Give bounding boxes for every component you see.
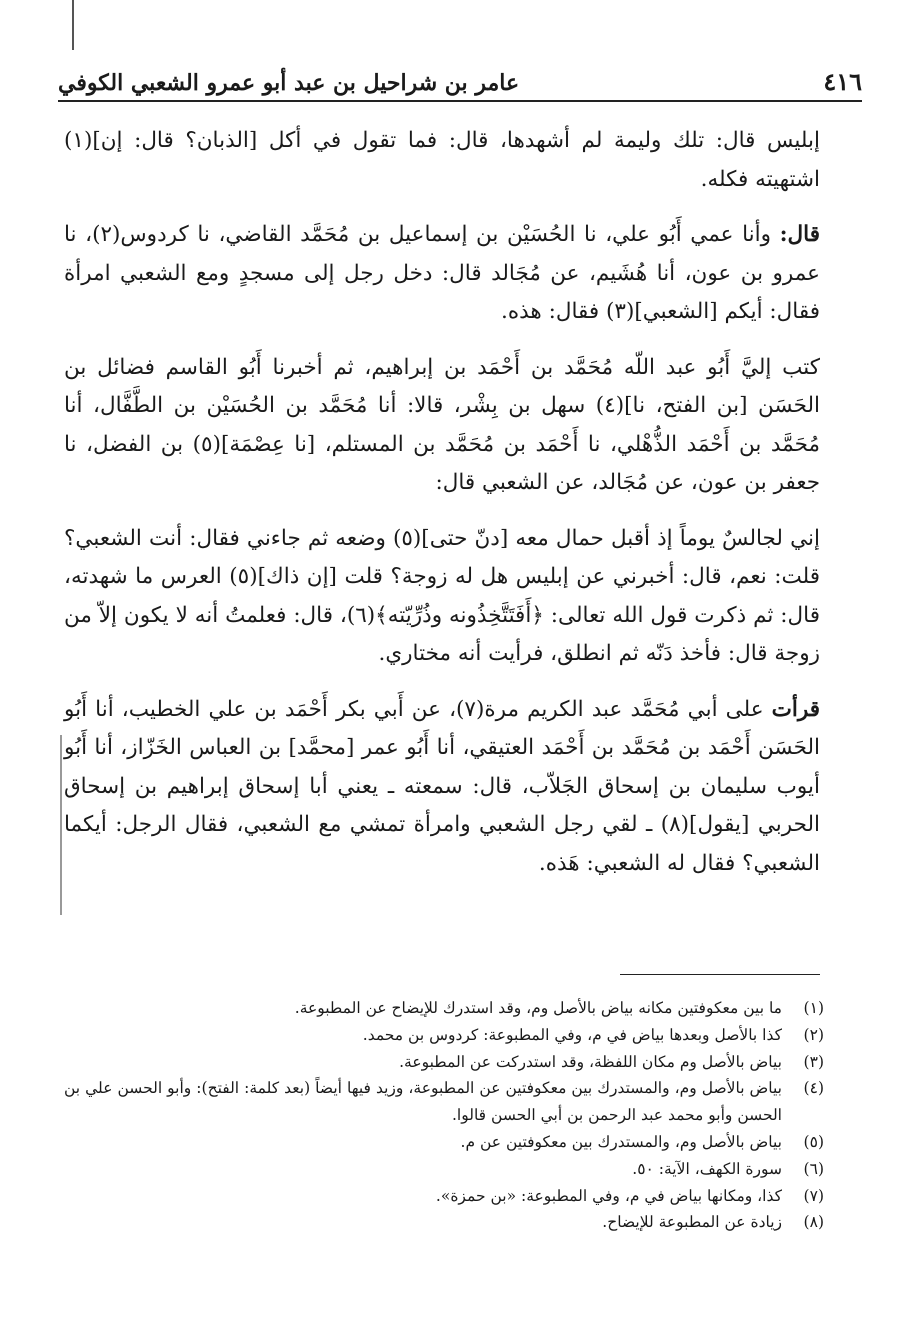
paragraph-text: على أبي مُحَمَّد عبد الكريم مرة(٧)، عن أَبي بكر أَحْمَد بن علي الخطيب، أنا أَبُو الحَسَن أَحْمَد بن مُحَمَّد بن أَحْمَد العتيقي، أنا أَبُو عمر [محمَّد] بن العباس الخَزّاز، أنا أَبُو أيوب سليمان بن إسحاق الجَلاّب، قال: سمعته ـ يعني أبا إسحاق إبراهيم بن إسحاق الحربي [يقول](٨) ـ لقي رجل الشعبي وامرأة تمشي مع الشعبي، فقال الرجل: أيكما الشعبي؟ فقال له الشعبي: هَذه. [64,696,820,876]
scan-edge-mark [72,0,74,50]
footnote [64,1049,824,1076]
footnote-number: (٥) [803,1132,824,1151]
footnote-number: (٢) [803,1025,824,1044]
page-number: ٤١٦ [823,67,862,96]
footnote-text: كذا، ومكانها بياض في م، وفي المطبوعة: «بن حمزة». [435,1186,782,1205]
footnote [64,1075,824,1129]
footnote-text: زيادة عن المطبوعة للإيضاح. [602,1213,782,1232]
scan-edge-mark-lower [60,735,62,915]
footnote-number: (٧) [803,1186,824,1205]
paragraph [64,691,820,884]
paragraph-text: إني لجالسٌ يوماً إذ أقبل حمال معه [دنّ حتى](٥) وضعه ثم جاءني فقال: أنت الشعبي؟ قلت: نعم، قال: أخبرني عن إبليس هل له زوجة؟ قلت [إن ذاك](٥) العرس ما شهدته، قال: ثم ذكرت قول الله تعالى: ﴿أَفَتَتَّخِذُونه وذُرِّيّته﴾(٦)، قال: فعلمتُ أنه لا يكون إلاّ من زوجة قال: فأخذ دَنّه ثم انطلق، فرأيت أنه مختاري. [64,525,821,666]
footnote-number: (٣) [803,1052,824,1071]
footnote [64,1022,824,1049]
footnote-text: بياض بالأصل وم، والمستدرك بين معكوفتين عن م. [460,1132,782,1151]
paragraph [64,122,820,199]
running-title: عامر بن شراحيل بن عبد أبو عمرو الشعبي الكوفي [58,70,520,96]
paragraph [64,349,820,503]
paragraph-lead: قال: [779,222,820,247]
paragraph [64,216,820,332]
footnote-text: ما بين معكوفتين مكانه بياض بالأصل وم، وقد استدرك للإيضاح عن المطبوعة. [294,999,782,1017]
footnote-separator [620,974,820,975]
footnote [64,1209,824,1236]
main-text [64,122,820,900]
paragraph-text: وأنا عمي أَبُو علي، نا الحُسَيْن بن إسماعيل بن مُحَمَّد القاضي، نا كردوس(٢)، نا عمرو بن عون، أنا هُشَيم، عن مُجَالد قال: دخل رجل إلى مسجدٍ ومع الشعبي امرأة فقال: أيكم [الشعبي](٣) فقال: هذه. [64,222,820,324]
footnote-text: سورة الكهف، الآية: ٥٠. [632,1159,782,1178]
footnote-number: (٦) [803,1159,824,1178]
footnote [64,1129,824,1156]
footnote [64,995,824,1022]
paragraph-text: كتب إليَّ أَبُو عبد اللّه مُحَمَّد بن أَحْمَد بن إبراهيم، ثم أخبرنا أَبُو القاسم فضائل بن الحَسَن [بن الفتح، نا](٤) سهل بن بِشْر، قالا: أنا مُحَمَّد بن الحُسَيْن بن الطَّفَّال، أنا مُحَمَّد بن أَحْمَد الذُّهْلي، نا أَحْمَد بن مُحَمَّد بن المستلم، [نا عِصْمَة](٥) بن الفضل، نا جعفر بن عون، عن مُجَالد، عن الشعبي قال: [64,354,820,495]
paragraph [64,520,820,674]
running-header [58,62,862,102]
paragraph-lead: قرأت [771,696,820,722]
footnote-text: بياض بالأصل وم مكان اللفظة، وقد استدركت عن المطبوعة. [399,1052,782,1071]
footnote-number: (٨) [803,1213,824,1232]
footnote [64,1183,824,1210]
footnote-number: (١) [803,999,824,1017]
paragraph-text: إبليس قال: تلك وليمة لم أشهدها، قال: فما تقول في أكل [الذبان؟ قال: إن](١) اشتهيته فكله. [64,128,820,192]
footnotes [64,995,824,1236]
footnote-text: كذا بالأصل وبعدها بياض في م، وفي المطبوعة: كردوس بن محمد. [362,1025,782,1044]
footnote-number: (٤) [803,1079,824,1098]
footnote [64,1156,824,1183]
footnote-text: بياض بالأصل وم، والمستدرك بين معكوفتين عن المطبوعة، وزيد فيها أيضاً (بعد كلمة: الفتح): وأبو الحسن علي بن الحسن وأبو محمد عبد الرحمن بن أبي الحسن قالوا. [64,1079,782,1125]
